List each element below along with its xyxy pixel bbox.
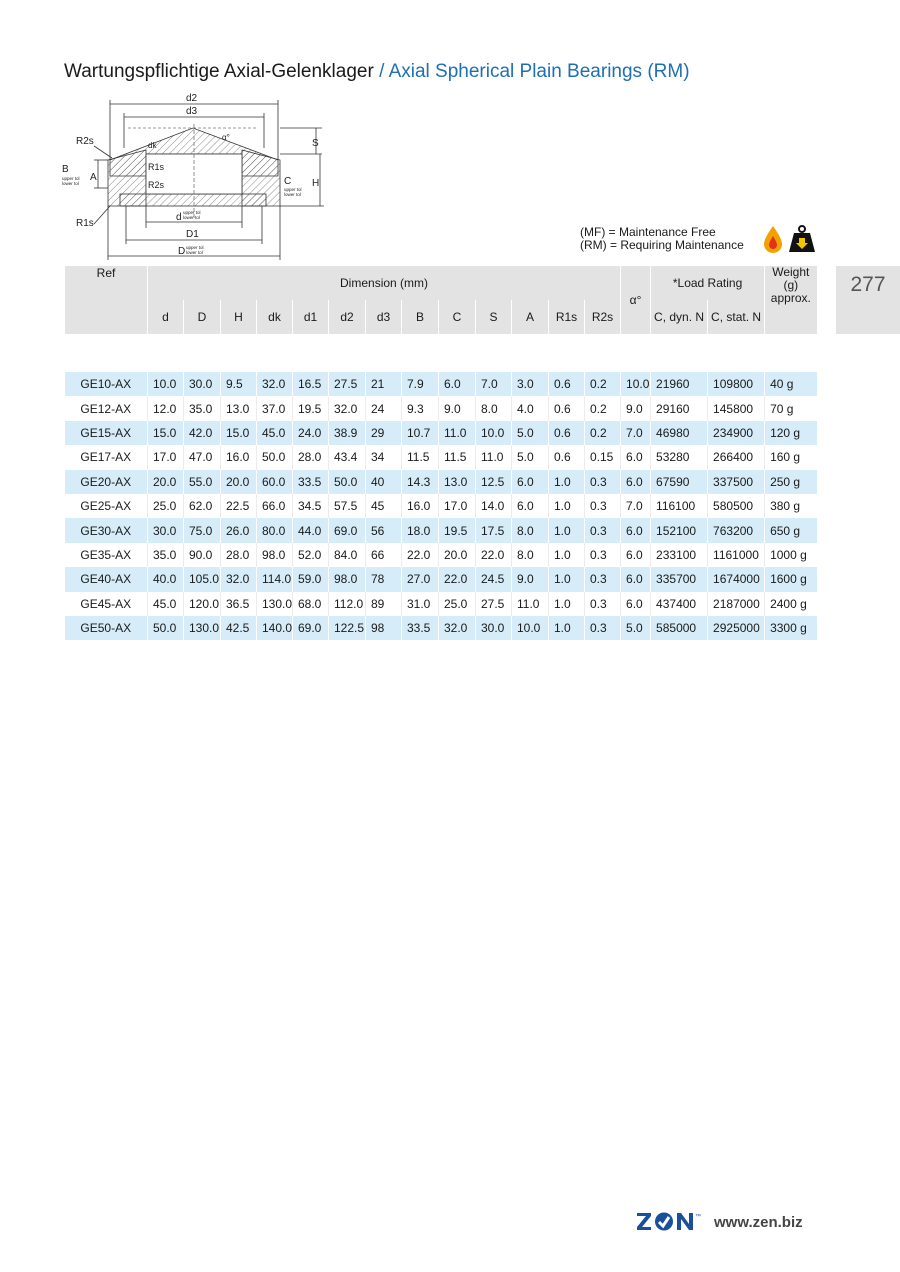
- spacer-cell: [329, 334, 366, 372]
- table-cell: 43.4: [329, 445, 366, 469]
- table-cell: 0.6: [549, 445, 585, 469]
- table-cell: 17.0: [439, 494, 476, 518]
- table-cell: 33.5: [293, 470, 329, 494]
- dim-label-d3: d3: [186, 106, 198, 117]
- dim-column-header-d: d: [148, 300, 184, 334]
- table-cell: 130.0: [257, 592, 293, 616]
- spacer-cell: [184, 334, 221, 372]
- table-cell: 114.0: [257, 567, 293, 591]
- table-cell: 53280: [651, 445, 708, 469]
- spacer-cell: [708, 334, 765, 372]
- table-cell: 17.0: [148, 445, 184, 469]
- table-cell: 45.0: [148, 592, 184, 616]
- table-cell: 32.0: [221, 567, 257, 591]
- spacer-cell: [402, 334, 439, 372]
- table-cell: 337500: [708, 470, 765, 494]
- sub-header-row: [65, 300, 817, 334]
- tol-lower-d: lower tol: [183, 215, 200, 220]
- title-english: Axial Spherical Plain Bearings (RM): [388, 61, 690, 82]
- alpha-column-header: α°: [621, 266, 651, 334]
- table-cell: 21: [366, 372, 402, 396]
- table-cell: 120.0: [184, 592, 221, 616]
- table-cell: 1.0: [549, 494, 585, 518]
- table-cell: 15.0: [221, 421, 257, 445]
- title-german: Wartungspflichtige Axial-Gelenklager: [64, 61, 374, 82]
- tol-lower-outer-d: lower tol: [186, 250, 203, 255]
- table-cell: 46980: [651, 421, 708, 445]
- table-cell: 160 g: [765, 445, 817, 469]
- table-cell: 7.0: [476, 372, 512, 396]
- table-cell: 13.0: [221, 396, 257, 420]
- table-cell: 32.0: [329, 396, 366, 420]
- table-cell: 12.0: [148, 396, 184, 420]
- weight-header-line1: Weight: [772, 266, 810, 279]
- tol-upper-b: upper tol: [62, 176, 80, 181]
- dim-label-outer-d: D: [178, 246, 186, 257]
- table-cell: 68.0: [293, 592, 329, 616]
- spacer-cell: [651, 334, 708, 372]
- table-cell: 30.0: [148, 518, 184, 542]
- spacer-cell: [585, 334, 621, 372]
- table-cell: 16.0: [402, 494, 439, 518]
- bearing-cross-section-diagram: [58, 88, 338, 263]
- table-row: [65, 396, 817, 420]
- load-dynamic-header: C, dyn. N: [651, 300, 708, 334]
- table-cell: 116100: [651, 494, 708, 518]
- table-cell: 0.3: [585, 470, 621, 494]
- table-row: [65, 372, 817, 396]
- dim-column-header-s: S: [476, 300, 512, 334]
- dim-label-c: C: [284, 176, 292, 187]
- zen-logo: [636, 1210, 708, 1232]
- table-cell: 5.0: [621, 616, 651, 640]
- dim-column-header-a: A: [512, 300, 549, 334]
- table-row: [65, 567, 817, 591]
- table-cell: 84.0: [329, 543, 366, 567]
- logo-text: ZEN: [636, 1210, 638, 1211]
- table-cell: 35.0: [148, 543, 184, 567]
- table-cell: 50.0: [257, 445, 293, 469]
- table-cell: 52.0: [293, 543, 329, 567]
- table-cell: 47.0: [184, 445, 221, 469]
- weight-column-header: [765, 266, 817, 334]
- load-rating-group-header: *Load Rating: [651, 266, 765, 300]
- table-cell: 763200: [708, 518, 765, 542]
- table-cell: 437400: [651, 592, 708, 616]
- table-cell: 112.0: [329, 592, 366, 616]
- table-cell: 21960: [651, 372, 708, 396]
- table-row: [65, 518, 817, 542]
- table-cell: 0.3: [585, 592, 621, 616]
- page-number-tab: [836, 266, 900, 334]
- table-cell: 9.0: [439, 396, 476, 420]
- table-cell: 34.5: [293, 494, 329, 518]
- spec-table-body: [65, 334, 817, 640]
- table-row: [65, 494, 817, 518]
- table-cell: 140.0: [257, 616, 293, 640]
- table-cell: 11.0: [439, 421, 476, 445]
- table-row: [65, 543, 817, 567]
- ref-cell: GE50-AX: [65, 616, 148, 640]
- table-cell: 31.0: [402, 592, 439, 616]
- table-cell: 62.0: [184, 494, 221, 518]
- table-cell: 67590: [651, 470, 708, 494]
- table-cell: 80.0: [257, 518, 293, 542]
- ref-cell: GE20-AX: [65, 470, 148, 494]
- table-cell: 20.0: [148, 470, 184, 494]
- table-cell: 11.0: [476, 445, 512, 469]
- table-cell: 40: [366, 470, 402, 494]
- table-cell: 37.0: [257, 396, 293, 420]
- table-cell: 25.0: [439, 592, 476, 616]
- table-cell: 33.5: [402, 616, 439, 640]
- table-cell: 6.0: [512, 494, 549, 518]
- table-cell: 585000: [651, 616, 708, 640]
- table-cell: 55.0: [184, 470, 221, 494]
- table-cell: 0.2: [585, 372, 621, 396]
- table-cell: 28.0: [221, 543, 257, 567]
- table-cell: 25.0: [148, 494, 184, 518]
- table-cell: 90.0: [184, 543, 221, 567]
- table-cell: 11.0: [512, 592, 549, 616]
- table-cell: 45: [366, 494, 402, 518]
- table-cell: 1.0: [549, 518, 585, 542]
- table-cell: 69.0: [293, 616, 329, 640]
- weight-header-line2: (g): [783, 278, 799, 292]
- dim-label-b: B: [62, 164, 69, 175]
- table-cell: 34: [366, 445, 402, 469]
- table-cell: 20.0: [221, 470, 257, 494]
- table-cell: 6.0: [621, 445, 651, 469]
- dim-label-a: A: [90, 172, 97, 183]
- table-cell: 234900: [708, 421, 765, 445]
- table-cell: 250 g: [765, 470, 817, 494]
- table-cell: 6.0: [439, 372, 476, 396]
- table-cell: 30.0: [184, 372, 221, 396]
- page-number: 277: [850, 273, 886, 296]
- dim-column-header-r1s: R1s: [549, 300, 585, 334]
- table-cell: 45.0: [257, 421, 293, 445]
- table-cell: 42.0: [184, 421, 221, 445]
- table-cell: 16.5: [293, 372, 329, 396]
- table-cell: 233100: [651, 543, 708, 567]
- tol-upper-c: upper tol: [284, 187, 302, 192]
- table-cell: 19.5: [293, 396, 329, 420]
- table-cell: 3300 g: [765, 616, 817, 640]
- table-cell: 1.0: [549, 592, 585, 616]
- table-cell: 6.0: [621, 567, 651, 591]
- table-cell: 57.5: [329, 494, 366, 518]
- table-row: [65, 421, 817, 445]
- maintenance-legend: [580, 226, 744, 252]
- weight-icon: [789, 226, 815, 252]
- bearing-spec-table: [64, 266, 817, 640]
- table-cell: 5.0: [512, 445, 549, 469]
- tol-lower-c: lower tol: [284, 192, 301, 197]
- table-cell: 66: [366, 543, 402, 567]
- tol-lower-b: lower tol: [62, 181, 79, 186]
- table-cell: 109800: [708, 372, 765, 396]
- table-cell: 15.0: [148, 421, 184, 445]
- website-link[interactable]: www.zen.biz: [714, 1214, 803, 1231]
- dim-label-d1: D1: [186, 229, 199, 240]
- table-cell: 24: [366, 396, 402, 420]
- table-cell: 122.5: [329, 616, 366, 640]
- tol-upper-d: upper tol: [183, 210, 201, 215]
- table-cell: 8.0: [512, 543, 549, 567]
- table-cell: 9.0: [512, 567, 549, 591]
- table-cell: 3.0: [512, 372, 549, 396]
- table-cell: 6.0: [621, 543, 651, 567]
- table-cell: 0.15: [585, 445, 621, 469]
- table-cell: 75.0: [184, 518, 221, 542]
- dim-label-r2s-inner: R2s: [148, 180, 165, 190]
- table-cell: 14.0: [476, 494, 512, 518]
- weight-header-line3: approx.: [770, 291, 811, 305]
- ref-cell: GE17-AX: [80, 450, 132, 465]
- table-cell: 6.0: [621, 592, 651, 616]
- ref-cell: GE30-AX: [65, 518, 148, 542]
- legend-mf: (MF) = Maintenance Free: [580, 225, 716, 239]
- ref-cell: GE10-AX: [65, 372, 148, 396]
- dim-column-header-d: D: [184, 300, 221, 334]
- table-cell: 145800: [708, 396, 765, 420]
- table-cell: 0.3: [585, 567, 621, 591]
- table-cell: 6.0: [621, 470, 651, 494]
- table-cell: 1.0: [549, 616, 585, 640]
- table-cell: 1.0: [549, 543, 585, 567]
- spacer-cell: [65, 334, 148, 372]
- table-cell: 1.0: [549, 567, 585, 591]
- table-cell: 10.0: [512, 616, 549, 640]
- spacer-cell: [257, 334, 293, 372]
- table-cell: 10.0: [621, 372, 651, 396]
- table-cell: 22.0: [402, 543, 439, 567]
- dim-column-header-b: B: [402, 300, 439, 334]
- table-row: [65, 616, 817, 640]
- table-cell: 1161000: [708, 543, 765, 567]
- table-cell: 30.0: [476, 616, 512, 640]
- dim-column-header-dk: dk: [257, 300, 293, 334]
- table-cell: 8.0: [512, 518, 549, 542]
- table-cell: 60.0: [257, 470, 293, 494]
- table-cell: 29160: [651, 396, 708, 420]
- table-cell: 32.0: [439, 616, 476, 640]
- table-cell: 18.0: [402, 518, 439, 542]
- table-cell: 10.7: [402, 421, 439, 445]
- table-cell: 10.0: [148, 372, 184, 396]
- table-cell: 98.0: [257, 543, 293, 567]
- table-cell: 1000 g: [765, 543, 817, 567]
- spacer-cell: [221, 334, 257, 372]
- spacer-cell: [439, 334, 476, 372]
- spacer-cell: [366, 334, 402, 372]
- table-cell: 19.5: [439, 518, 476, 542]
- table-row: [65, 470, 817, 494]
- table-cell: 35.0: [184, 396, 221, 420]
- dim-label-s: S: [312, 138, 319, 149]
- table-cell: 32.0: [257, 372, 293, 396]
- dim-label-r2s: R2s: [76, 136, 94, 147]
- table-cell: 0.6: [549, 372, 585, 396]
- dim-label-h: H: [312, 178, 320, 189]
- table-cell: 152100: [651, 518, 708, 542]
- table-cell: 10.0: [476, 421, 512, 445]
- table-cell: 17.5: [476, 518, 512, 542]
- table-cell: 0.6: [549, 396, 585, 420]
- table-cell: 7.9: [402, 372, 439, 396]
- page-title: [64, 61, 690, 83]
- dim-label-d: d: [176, 212, 182, 223]
- table-cell: 9.3: [402, 396, 439, 420]
- table-cell: 24.0: [293, 421, 329, 445]
- spacer-cell: [293, 334, 329, 372]
- dim-label-r1s: R1s: [148, 162, 165, 172]
- dim-label-alpha: α°: [222, 133, 230, 142]
- table-row: [65, 592, 817, 616]
- table-cell: 16.0: [221, 445, 257, 469]
- table-cell: 0.6: [549, 421, 585, 445]
- tol-upper-outer-d: upper tol: [186, 245, 204, 250]
- table-cell: 70 g: [765, 396, 817, 420]
- spacer-cell: [476, 334, 512, 372]
- table-cell: 1600 g: [765, 567, 817, 591]
- dim-column-header-r2s: R2s: [585, 300, 621, 334]
- table-cell: 0.3: [585, 494, 621, 518]
- spacer-cell: [621, 334, 651, 372]
- table-cell: 0.3: [585, 518, 621, 542]
- table-cell: 38.9: [329, 421, 366, 445]
- table-cell: 6.0: [621, 518, 651, 542]
- ref-cell: GE40-AX: [65, 567, 148, 591]
- table-cell: 11.5: [439, 445, 476, 469]
- table-cell: 9.0: [621, 396, 651, 420]
- table-cell: 0.3: [585, 543, 621, 567]
- dim-label-d2: d2: [186, 93, 198, 104]
- table-cell: 56: [366, 518, 402, 542]
- table-cell: 4.0: [512, 396, 549, 420]
- table-cell: 98.0: [329, 567, 366, 591]
- table-cell: 40 g: [765, 372, 817, 396]
- dim-column-header-d3: d3: [366, 300, 402, 334]
- table-cell: 380 g: [765, 494, 817, 518]
- ref-cell: GE15-AX: [65, 421, 148, 445]
- spacer-cell: [549, 334, 585, 372]
- table-cell: 130.0: [184, 616, 221, 640]
- ref-cell: GE12-AX: [80, 401, 132, 416]
- table-cell: 22.0: [439, 567, 476, 591]
- table-cell: 40.0: [148, 567, 184, 591]
- table-cell: 22.0: [476, 543, 512, 567]
- table-cell: 66.0: [257, 494, 293, 518]
- table-cell: 120 g: [765, 421, 817, 445]
- ref-cell: GE45-AX: [80, 596, 132, 611]
- dim-column-header-d1: d1: [293, 300, 329, 334]
- table-row: [65, 445, 817, 469]
- table-cell: 89: [366, 592, 402, 616]
- table-cell: 27.0: [402, 567, 439, 591]
- table-cell: 20.0: [439, 543, 476, 567]
- ref-column-header: Ref: [65, 266, 148, 334]
- table-cell: 1674000: [708, 567, 765, 591]
- table-cell: 78: [366, 567, 402, 591]
- ref-cell: GE35-AX: [80, 547, 132, 562]
- table-cell: 27.5: [329, 372, 366, 396]
- table-cell: 1.0: [549, 470, 585, 494]
- logo-trademark: ™: [695, 1214, 701, 1220]
- table-cell: 8.0: [476, 396, 512, 420]
- table-cell: 50.0: [148, 616, 184, 640]
- table-cell: 69.0: [329, 518, 366, 542]
- table-cell: 2187000: [708, 592, 765, 616]
- spacer-cell: [765, 334, 817, 372]
- table-cell: 7.0: [621, 494, 651, 518]
- oil-drop-icon: [764, 226, 782, 253]
- table-cell: 9.5: [221, 372, 257, 396]
- dim-column-header-h: H: [221, 300, 257, 334]
- table-cell: 12.5: [476, 470, 512, 494]
- table-cell: 29: [366, 421, 402, 445]
- dim-label-dk: dk: [148, 141, 157, 150]
- table-cell: 36.5: [221, 592, 257, 616]
- table-cell: 2400 g: [765, 592, 817, 616]
- table-cell: 11.5: [402, 445, 439, 469]
- spacer-row: [65, 334, 817, 372]
- table-cell: 14.3: [402, 470, 439, 494]
- table-cell: 266400: [708, 445, 765, 469]
- table-cell: 24.5: [476, 567, 512, 591]
- table-cell: 6.0: [512, 470, 549, 494]
- spacer-cell: [148, 334, 184, 372]
- table-cell: 105.0: [184, 567, 221, 591]
- dim-label-r1s-bottom: R1s: [76, 218, 94, 229]
- table-cell: 44.0: [293, 518, 329, 542]
- table-cell: 0.2: [585, 421, 621, 445]
- table-cell: 0.3: [585, 616, 621, 640]
- table-cell: 335700: [651, 567, 708, 591]
- table-cell: 7.0: [621, 421, 651, 445]
- table-cell: 50.0: [329, 470, 366, 494]
- dim-column-header-d2: d2: [329, 300, 366, 334]
- table-cell: 650 g: [765, 518, 817, 542]
- table-cell: 5.0: [512, 421, 549, 445]
- table-cell: 0.2: [585, 396, 621, 420]
- table-cell: 2925000: [708, 616, 765, 640]
- load-static-header: C, stat. N: [708, 300, 765, 334]
- table-cell: 26.0: [221, 518, 257, 542]
- spacer-cell: [512, 334, 549, 372]
- table-cell: 27.5: [476, 592, 512, 616]
- dim-column-header-c: C: [439, 300, 476, 334]
- title-separator: /: [379, 61, 385, 82]
- table-cell: 42.5: [221, 616, 257, 640]
- legend-rm: (RM) = Requiring Maintenance: [580, 238, 744, 252]
- legend-icons: [761, 224, 817, 254]
- table-cell: 59.0: [293, 567, 329, 591]
- table-cell: 28.0: [293, 445, 329, 469]
- table-cell: 580500: [708, 494, 765, 518]
- table-cell: 22.5: [221, 494, 257, 518]
- ref-cell: GE25-AX: [80, 499, 132, 514]
- table-cell: 98: [366, 616, 402, 640]
- table-cell: 13.0: [439, 470, 476, 494]
- dimension-group-header: Dimension (mm): [148, 266, 621, 300]
